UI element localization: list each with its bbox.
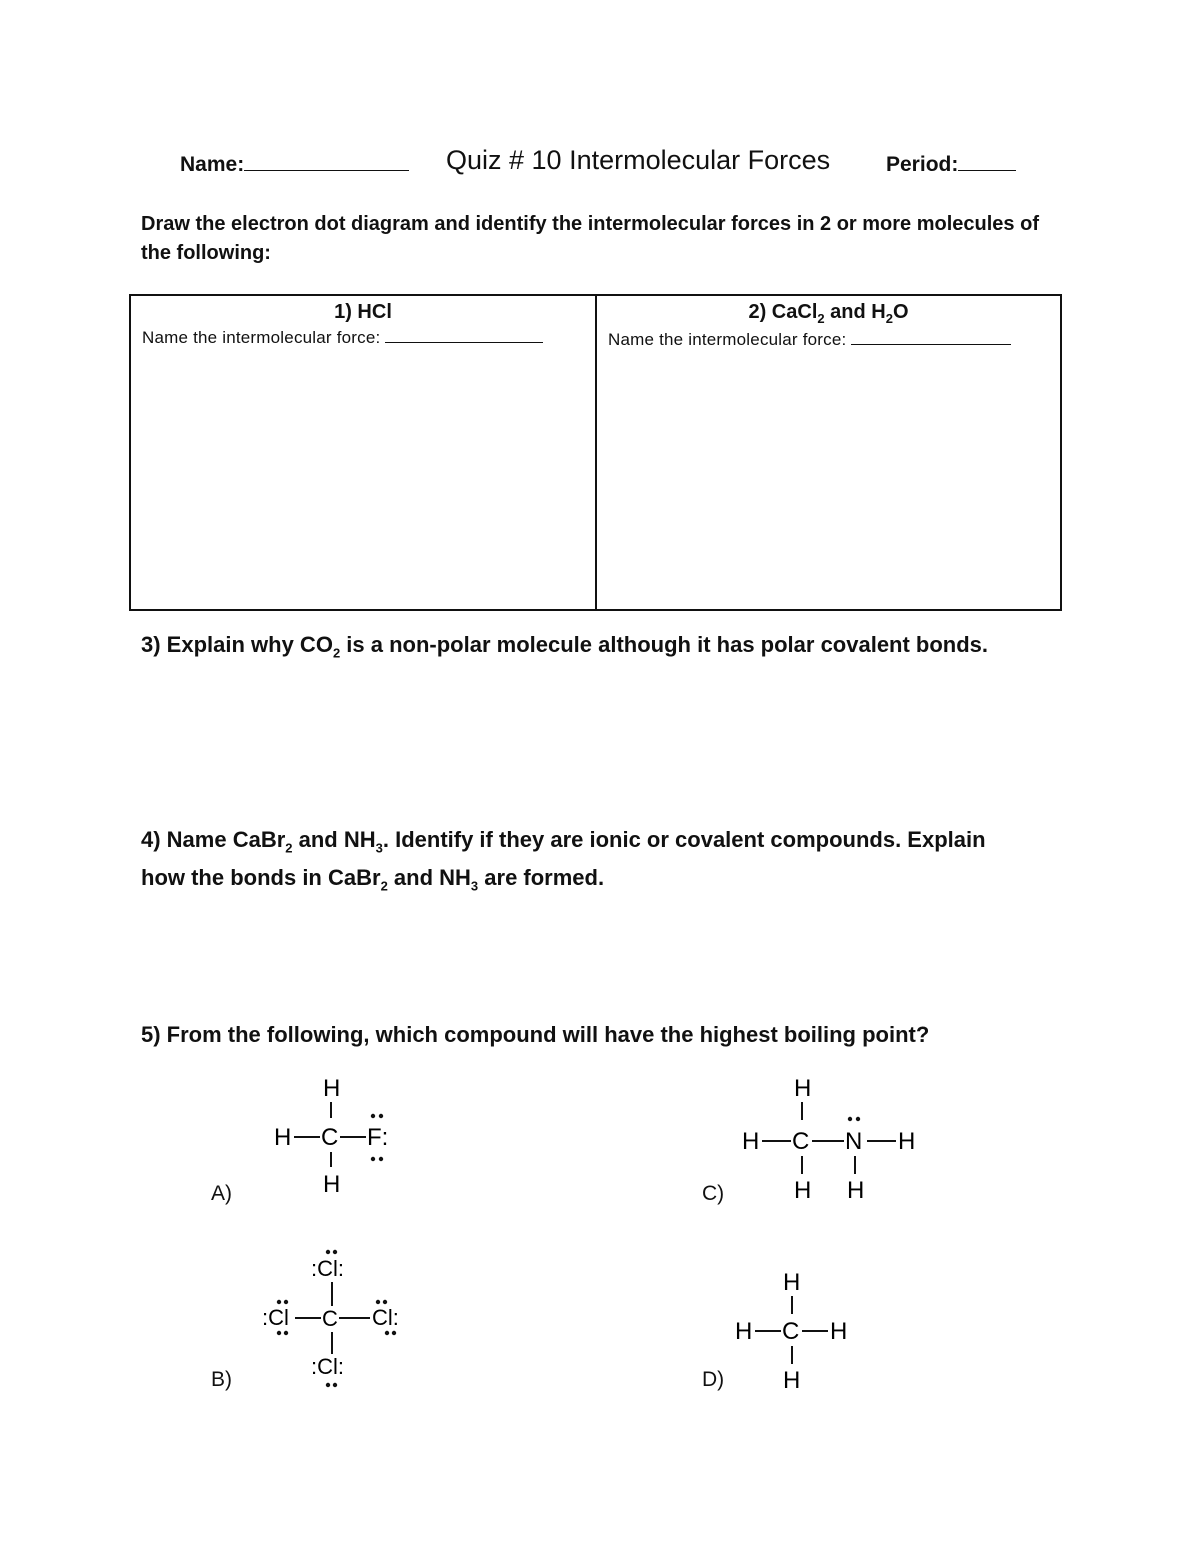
atom-cl-top: :Cl:	[311, 1256, 344, 1281]
structure-c-ch3nh2	[735, 1070, 935, 1205]
quiz-title: Quiz # 10 Intermolecular Forces	[446, 145, 831, 175]
structure-d-ch4	[730, 1262, 870, 1392]
atom-h-bottom-1: H	[794, 1177, 812, 1204]
name-field[interactable]	[180, 153, 409, 177]
choice-b-letter[interactable]: B)	[211, 1368, 232, 1391]
atom-c: C	[321, 1124, 339, 1151]
structure-b-ccl4	[255, 1240, 425, 1395]
atom-h-left: H	[742, 1128, 760, 1155]
quiz-header	[0, 145, 1200, 185]
atom-h-top: H	[794, 1075, 812, 1102]
name-label: Name:	[180, 153, 245, 176]
atom-cl-left: :Cl	[262, 1305, 289, 1330]
choice-a-letter[interactable]: A)	[211, 1182, 232, 1205]
instructions: Draw the electron dot diagram and identify the intermolecular forces in 2 or more molecules of the following:	[141, 213, 1039, 264]
atom-h-left: H	[735, 1318, 753, 1345]
atom-n: N	[845, 1128, 863, 1155]
atom-h-right: H	[830, 1318, 848, 1345]
atom-c: C	[792, 1128, 810, 1155]
cell-heading-cacl2-h2o: 2) CaCl$_2$ and $H_2O$	[748, 301, 909, 326]
table-cell-cacl2-h2o[interactable]	[597, 296, 1060, 609]
choice-c-letter[interactable]: C)	[702, 1182, 725, 1205]
atom-cl-right: Cl:	[372, 1305, 399, 1330]
period-field[interactable]	[886, 153, 1016, 177]
cell-prompt-cacl2-h2o: Name the intermolecular force:	[608, 330, 1060, 350]
answer-blank-hcl[interactable]	[385, 342, 543, 343]
atom-h-top: H	[323, 1075, 341, 1102]
atom-f: F:	[367, 1124, 389, 1151]
question-4	[141, 825, 1071, 902]
structure-a-ch3f	[260, 1070, 420, 1200]
choice-d-letter[interactable]: D)	[702, 1368, 725, 1391]
atom-c: C	[322, 1306, 338, 1331]
cell-prompt-hcl: Name the intermolecular force:	[142, 328, 595, 348]
question-4-line-2: how the bonds in CaBr$_2$ and $NH_3$ are formed.	[141, 865, 605, 894]
question-3: 3) Explain why $CO_2$ is a non-polar molecule although it has polar covalent bonds.	[141, 632, 989, 661]
period-label: Period:	[886, 153, 959, 176]
atom-h-right: H	[898, 1128, 916, 1155]
question-4-line-1: 4) Name CaBr$_2$ and $NH_3$. Identify if they are ionic or covalent compounds. Explain	[141, 827, 986, 856]
answer-table	[129, 294, 1062, 611]
atom-c: C	[782, 1318, 800, 1345]
atom-h-top: H	[783, 1269, 801, 1296]
name-blank[interactable]	[244, 170, 409, 171]
atom-cl-bottom: :Cl:	[311, 1354, 344, 1379]
atom-h-left: H	[274, 1124, 292, 1151]
answer-blank-cacl2-h2o[interactable]	[851, 344, 1011, 345]
atom-h-bottom: H	[323, 1171, 341, 1198]
period-blank[interactable]	[958, 170, 1016, 171]
question-5: 5) From the following, which compound will have the highest boiling point?	[141, 1022, 930, 1047]
atom-h-bottom-2: H	[847, 1177, 865, 1204]
atom-h-bottom: H	[783, 1367, 801, 1392]
table-cell-hcl[interactable]	[131, 296, 597, 609]
cell-heading-hcl: 1) HCl	[334, 301, 392, 323]
